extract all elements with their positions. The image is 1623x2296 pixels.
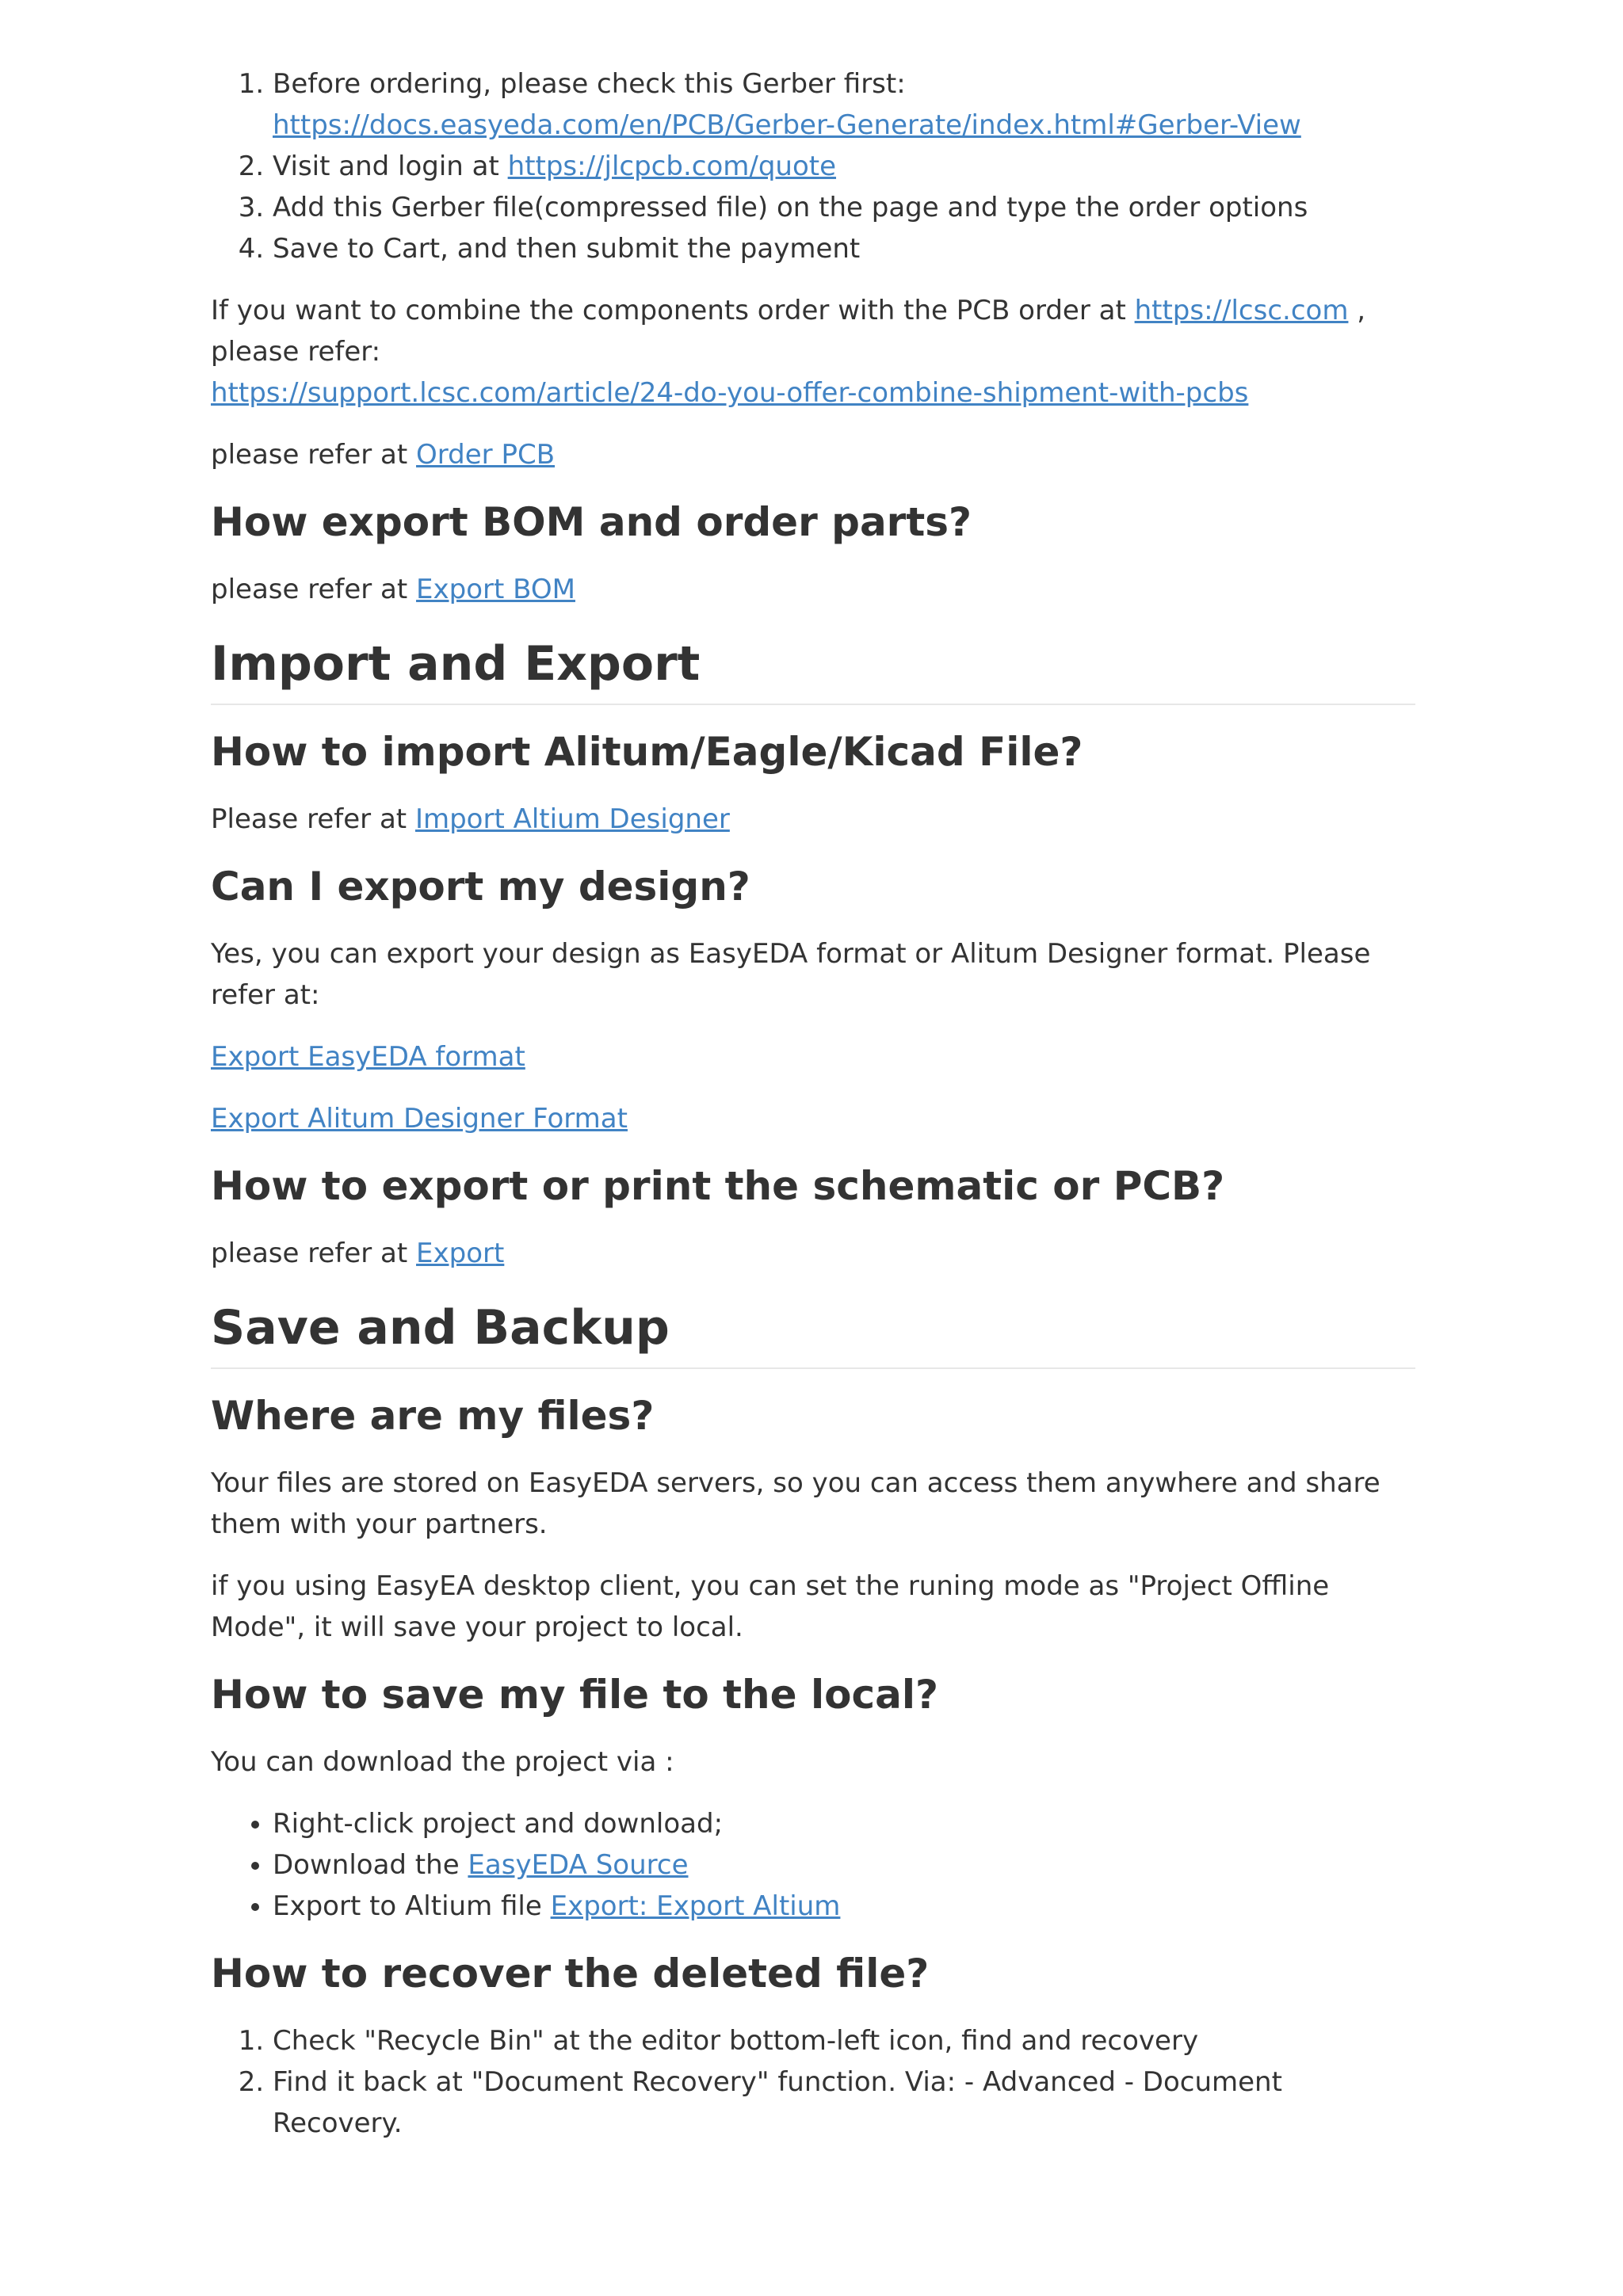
- lcsc-link[interactable]: https://lcsc.com: [1134, 295, 1349, 326]
- import-paragraph: [211, 799, 1415, 840]
- combine-text-after: , please refer:: [211, 295, 1366, 368]
- recover-steps-list: [211, 2020, 1415, 2144]
- import-text: Please refer at: [211, 803, 415, 835]
- export-altium-file-link[interactable]: Export: Export Altium: [550, 1890, 841, 1922]
- gerber-view-link[interactable]: https://docs.easyeda.com/en/PCB/Gerber-Generate/index.html#Gerber-View: [273, 109, 1301, 141]
- export-bom-link[interactable]: Export BOM: [416, 574, 575, 605]
- document-page: [211, 63, 1415, 2164]
- list-item: 1. Check "Recycle Bin" at the editor bottom-left icon, find and recovery: [273, 2020, 1415, 2061]
- download-option-text: Right-click project and download;: [273, 1808, 724, 1840]
- list-item: [273, 228, 1415, 269]
- order-steps-list: [211, 63, 1415, 269]
- list-item: [273, 187, 1415, 228]
- combine-text: If you want to combine the components order with the PCB order at: [211, 295, 1135, 326]
- list-item: [273, 1844, 1415, 1886]
- files-paragraph-2: if you using EasyEA desktop client, you can set the runing mode as "Project Offline Mode", it will save your project to local.: [211, 1570, 1330, 1643]
- export-link[interactable]: Export: [416, 1238, 505, 1269]
- list-item: [273, 1803, 1415, 1844]
- step-text: Add this Gerber file(compressed file) on the page and type the order options: [273, 192, 1308, 223]
- list-item: [273, 146, 1415, 187]
- download-options-list: [211, 1803, 1415, 1927]
- print-text: please refer at: [211, 1238, 417, 1269]
- files-question: Where are my files?: [211, 1393, 655, 1439]
- export-question: Can I export my design?: [211, 864, 750, 910]
- import-altium-link[interactable]: Import Altium Designer: [414, 803, 730, 835]
- bom-heading: How export BOM and order parts?: [211, 499, 972, 545]
- local-paragraph: You can download the project via :: [211, 1746, 674, 1778]
- local-question: How to save my file to the local?: [211, 1672, 938, 1718]
- download-option-text: Export to Altium file: [273, 1890, 551, 1922]
- step-text: Save to Cart, and then submit the payment: [273, 233, 861, 265]
- order-pcb-paragraph: [211, 434, 1415, 475]
- jlcpcb-quote-link[interactable]: https://jlcpcb.com/quote: [507, 151, 837, 182]
- list-item: [273, 63, 1415, 146]
- combine-paragraph: [211, 290, 1415, 414]
- step-text: Visit and login at: [273, 151, 508, 182]
- step-text: Before ordering, please check this Gerber first:: [273, 68, 906, 100]
- bom-paragraph: [211, 569, 1415, 610]
- export-altium-link[interactable]: Export Alitum Designer Format: [211, 1103, 628, 1135]
- export-altium-paragraph: [211, 1098, 1415, 1139]
- list-item: [273, 1886, 1415, 1927]
- print-question: How to export or print the schematic or PCB?: [211, 1163, 1225, 1209]
- import-export-heading: Import and Export: [211, 632, 1415, 705]
- print-paragraph: [211, 1233, 1415, 1274]
- download-option-text: Download the: [273, 1849, 468, 1881]
- export-easyeda-paragraph: [211, 1036, 1415, 1077]
- import-question: How to import Alitum/Eagle/Kicad File?: [211, 729, 1083, 775]
- export-paragraph: Yes, you can export your design as EasyEDA format or Alitum Designer format. Please refer at:: [211, 938, 1371, 1011]
- files-paragraph-1: Your files are stored on EasyEDA servers, so you can access them anywhere and share them with your partners.: [211, 1467, 1381, 1540]
- easyeda-source-link[interactable]: EasyEDA Source: [468, 1849, 689, 1881]
- lcsc-support-link[interactable]: https://support.lcsc.com/article/24-do-you-offer-combine-shipment-with-pcbs: [211, 377, 1249, 409]
- list-item: 2. Find it back at "Document Recovery" function. Via: - Advanced - Document Recovery.: [273, 2061, 1415, 2144]
- export-easyeda-link[interactable]: Export EasyEDA format: [211, 1041, 525, 1073]
- order-pcb-text: please refer at: [211, 439, 417, 471]
- recover-question: How to recover the deleted file?: [211, 1951, 930, 1997]
- order-pcb-link[interactable]: Order PCB: [416, 439, 556, 471]
- bom-text: please refer at: [211, 574, 417, 605]
- save-backup-heading: Save and Backup: [211, 1296, 1415, 1369]
